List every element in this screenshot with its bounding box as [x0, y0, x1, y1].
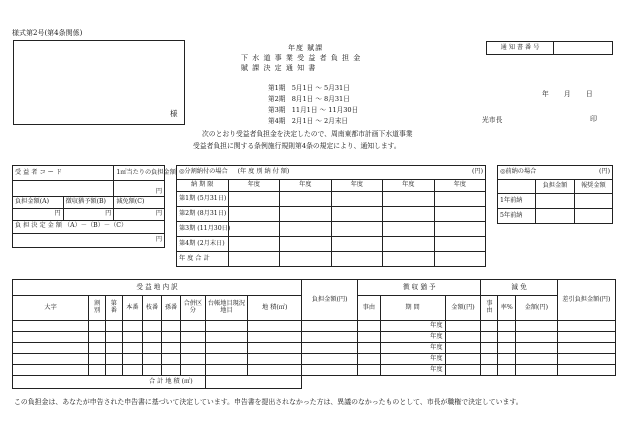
year-col-4: 年度 — [383, 180, 435, 192]
period-3: 第3期 11月1日 ～ 11月30日 — [268, 106, 359, 114]
col-defer-amount: 金額(円) — [445, 295, 481, 320]
installment-table — [176, 165, 486, 267]
col-mago: 孫番 — [161, 295, 180, 320]
col-defer-reason: 事由 — [358, 295, 380, 320]
address-box — [13, 40, 185, 125]
defer-header: 徴 収 猶 予 — [358, 280, 481, 296]
unit-yen: 円 — [114, 181, 165, 196]
defer-yen: 円 — [63, 208, 114, 220]
col-hon: 本番 — [122, 295, 142, 320]
mayor-label: 光市長 — [482, 116, 503, 124]
reduce-label: 減免額(C) — [114, 196, 165, 208]
col-reduce-reason: 事由 — [481, 295, 498, 320]
body-text-1: 次のとおり受益者負担金を決定したので、周南東都市計画下水道事業 — [202, 130, 413, 138]
year-col-3: 年度 — [331, 180, 383, 192]
col-gappei: 合併区分 — [181, 295, 206, 320]
installment-yen: (円) — [383, 166, 486, 180]
burden-summary-box — [12, 165, 176, 248]
land-header: 受 益 地 内 訳 — [13, 280, 302, 296]
title-line1: 下 水 道 事 業 受 益 者 負 担 金 — [241, 54, 362, 62]
col-defer-period: 期 間 — [380, 295, 445, 320]
land-row: 年度 — [13, 354, 616, 365]
decision-label: 負 担 決 定 金 額 （A）－（B）－（C） — [13, 220, 165, 233]
code-label: 受 益 者 コ ー ド — [13, 166, 114, 181]
period-2: 第2期 8月1日 ～ 8月31日 — [268, 95, 350, 103]
form-label: 様式第2号(第4条関係) — [12, 29, 83, 37]
footer-note: この負担金は、あなたが申告された申告書に基づいて決定しています。申告書を提出されなかった方は、異議のなかったものとして、市長が職権で決定しています。 — [14, 398, 523, 406]
defer-label: 徴収猶予額(B) — [63, 196, 114, 208]
burden-header: 負担金額(円) — [302, 280, 358, 321]
period-1: 第1期 5月1日 ～ 5月31日 — [268, 84, 350, 92]
decision-yen: 円 — [13, 233, 165, 247]
installment-heading: ◎分割納付の場合 (年 度 別 納 付 額) — [177, 166, 383, 180]
prepay-yen: (円) — [574, 166, 612, 180]
title-line2: 賦 課 決 定 通 知 書 — [241, 64, 317, 72]
period-4: 第4期 2月1日 ～ 2月末日 — [268, 117, 349, 125]
reduce-header: 減 免 — [481, 280, 557, 296]
land-row: 年度 — [13, 332, 616, 343]
installment-total: 年 度 合 計 — [177, 252, 229, 267]
title-year: 年度 賦課 — [288, 44, 324, 52]
prepay-table — [497, 165, 613, 224]
year-col-2: 年度 — [280, 180, 332, 192]
prepay-heading: ◎前納の場合 — [498, 166, 575, 180]
land-detail-table — [12, 279, 616, 389]
amount-yen: 円 — [13, 208, 64, 220]
balance-header: 差引負担金額(円) — [557, 280, 615, 321]
col-wari: 割別 — [89, 295, 106, 320]
notice-number-label: 通 知 書 番 号 — [487, 42, 554, 55]
prepay-col-1: 負担金額 — [536, 180, 574, 194]
col-reduce-rate: 率% — [498, 295, 516, 320]
col-chiseki: 地 積(㎡) — [248, 295, 302, 320]
total-area-label: 合 計 地 積 (㎡) — [13, 376, 206, 389]
date-line: 年 月 日 — [542, 90, 593, 98]
period-col-header: 納 期 限 — [177, 180, 229, 192]
installment-row-3: 第3期 (11月30日) — [177, 222, 229, 237]
prepay-row-1: 1年前納 — [498, 194, 536, 209]
land-row: 年度 — [13, 365, 616, 376]
col-chimoku: 台帳地目現況地目 — [205, 295, 248, 320]
address-suffix: 様 — [170, 109, 178, 118]
col-oaza: 大字 — [13, 295, 89, 320]
unit-label: 1㎡当たりの負担金額 — [114, 166, 165, 181]
col-dai: 第番 — [105, 295, 122, 320]
installment-row-4: 第4期 (2月末日) — [177, 237, 229, 252]
reduce-yen: 円 — [114, 208, 165, 220]
year-col-5: 年度 — [434, 180, 486, 192]
body-text-2: 受益者負担に関する条例施行規則第4条の規定により、通知します。 — [193, 142, 401, 150]
total-area-value — [205, 376, 301, 389]
installment-row-2: 第2期 (8月31日) — [177, 207, 229, 222]
amount-label: 負担金額(A) — [13, 196, 64, 208]
year-col-1: 年度 — [228, 180, 280, 192]
installment-row-1: 第1期 (5月31日) — [177, 192, 229, 207]
col-eda: 枝番 — [142, 295, 161, 320]
notice-number-value — [554, 42, 613, 55]
prepay-col-2: 報奨金額 — [574, 180, 612, 194]
col-reduce-amount: 金額(円) — [516, 295, 557, 320]
prepay-row-2: 5年前納 — [498, 209, 536, 224]
notice-number-box — [486, 41, 613, 55]
land-row: 年度 — [13, 343, 616, 354]
land-row: 年度 — [13, 321, 616, 332]
seal-mark: 印 — [590, 115, 597, 123]
